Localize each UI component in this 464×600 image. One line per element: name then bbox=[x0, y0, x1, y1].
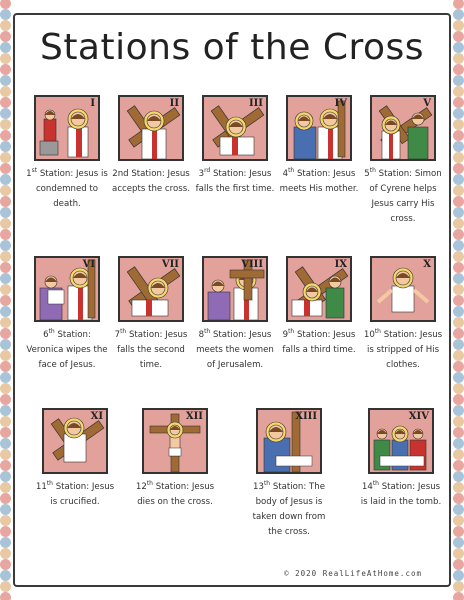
ordinal-suffix: th bbox=[120, 328, 127, 336]
station-label: Station: bbox=[296, 330, 331, 340]
ordinal-suffix: th bbox=[46, 480, 53, 488]
station-description: Jesus meets His mother. bbox=[279, 169, 359, 194]
scallop-dot bbox=[453, 493, 464, 504]
scallop-dot bbox=[0, 273, 11, 284]
station-description: The body of Jesus is taken down from the cross. bbox=[252, 482, 326, 537]
scallop-dot bbox=[0, 240, 11, 251]
station-description: Jesus falls the first time. bbox=[195, 169, 275, 194]
scallop-dot bbox=[0, 130, 11, 141]
station-illustration bbox=[368, 408, 434, 474]
scallop-dot bbox=[453, 350, 464, 361]
roman-numeral: V bbox=[423, 98, 431, 109]
station-label: Station: bbox=[378, 169, 413, 179]
scallop-dot bbox=[0, 75, 11, 86]
roman-numeral: III bbox=[248, 98, 263, 109]
scallop-dot bbox=[0, 515, 11, 526]
station-illustration bbox=[202, 256, 268, 322]
station-illustration bbox=[256, 408, 322, 474]
roman-numeral: XII bbox=[185, 411, 203, 422]
station-card bbox=[26, 95, 108, 212]
station-description: Veronica wipes the face of Jesus. bbox=[26, 345, 108, 370]
scallop-dot bbox=[0, 328, 11, 339]
scallop-dot bbox=[0, 152, 11, 163]
scallop-dot bbox=[453, 559, 464, 570]
station-caption bbox=[134, 480, 216, 510]
ordinal-suffix: th bbox=[146, 480, 153, 488]
scallop-dot bbox=[0, 185, 11, 196]
scallop-dot bbox=[453, 449, 464, 460]
station-illustration bbox=[286, 95, 352, 161]
scallop-dot bbox=[453, 229, 464, 240]
scallop-dot bbox=[0, 317, 11, 328]
station-illustration bbox=[370, 95, 436, 161]
scallop-dot bbox=[453, 163, 464, 174]
ordinal-suffix: th bbox=[288, 328, 295, 336]
scallop-dot bbox=[453, 471, 464, 482]
ordinal-suffix: th bbox=[263, 480, 271, 488]
scallop-dot bbox=[0, 537, 11, 548]
scallop-dot bbox=[0, 86, 11, 97]
station-label: Station: bbox=[155, 482, 190, 492]
roman-numeral: VI bbox=[82, 259, 95, 270]
station-card bbox=[134, 408, 216, 510]
station-description: Jesus dies on the cross. bbox=[137, 482, 215, 507]
station-description: Jesus is laid in the tomb. bbox=[360, 482, 442, 507]
station-card bbox=[26, 256, 108, 373]
scallop-dot bbox=[453, 130, 464, 141]
station-description: Jesus is crucified. bbox=[50, 482, 115, 507]
scallop-dot bbox=[0, 383, 11, 394]
scallop-dot bbox=[453, 317, 464, 328]
scallop-dot bbox=[453, 119, 464, 130]
station-caption bbox=[110, 328, 192, 373]
scallop-dot bbox=[453, 273, 464, 284]
station-caption bbox=[194, 328, 276, 373]
station-label: Station: bbox=[212, 169, 247, 179]
scallop-dot bbox=[0, 163, 11, 174]
scallop-dot bbox=[0, 449, 11, 460]
ordinal-number: 3 bbox=[198, 169, 205, 179]
scallop-dot bbox=[453, 328, 464, 339]
scallop-dot bbox=[0, 218, 11, 229]
scallop-dot bbox=[453, 581, 464, 592]
station-label: Station: bbox=[212, 330, 247, 340]
ordinal-suffix: th bbox=[369, 167, 376, 175]
station-scene-image bbox=[36, 97, 98, 159]
scallop-dot bbox=[0, 405, 11, 416]
scallop-dot bbox=[0, 471, 11, 482]
station-description: Jesus accepts the cross. bbox=[112, 169, 190, 194]
station-card bbox=[278, 95, 360, 197]
scallop-dot bbox=[453, 526, 464, 537]
scallop-dot bbox=[0, 306, 11, 317]
station-label: Station: bbox=[272, 482, 307, 492]
scallop-dot bbox=[453, 295, 464, 306]
scallop-dot bbox=[0, 0, 11, 9]
station-description: Jesus is condemned to death. bbox=[35, 169, 108, 209]
scallop-dot bbox=[453, 504, 464, 515]
scallop-dot bbox=[0, 295, 11, 306]
roman-numeral: XIV bbox=[408, 411, 429, 422]
scallop-dot bbox=[0, 526, 11, 537]
scallop-dot bbox=[453, 75, 464, 86]
scallop-dot bbox=[0, 97, 11, 108]
scallop-dot bbox=[453, 383, 464, 394]
scallop-dot bbox=[453, 207, 464, 218]
roman-numeral: X bbox=[423, 259, 431, 270]
scallop-dot bbox=[453, 405, 464, 416]
station-description: Simon of Cyrene helps Jesus carry His cross. bbox=[369, 169, 442, 224]
scallop-dot bbox=[0, 581, 11, 592]
scallop-dot bbox=[453, 0, 464, 9]
scallop-dot bbox=[0, 504, 11, 515]
station-caption bbox=[26, 328, 108, 373]
station-illustration bbox=[118, 256, 184, 322]
station-card bbox=[360, 408, 442, 510]
scallop-dot bbox=[453, 592, 464, 600]
ordinal-number: 2nd bbox=[112, 169, 129, 179]
station-illustration bbox=[370, 256, 436, 322]
scallop-dot bbox=[453, 141, 464, 152]
ordinal-suffix: th bbox=[372, 480, 379, 488]
ordinal-suffix: rd bbox=[204, 167, 211, 175]
scallop-dot bbox=[0, 592, 11, 600]
scallop-dot bbox=[0, 438, 11, 449]
roman-numeral: XI bbox=[90, 411, 103, 422]
ordinal-number: 1 bbox=[26, 169, 32, 179]
scallop-dot bbox=[453, 306, 464, 317]
station-label: Station: bbox=[55, 482, 90, 492]
station-illustration bbox=[34, 95, 100, 161]
station-card bbox=[34, 408, 116, 510]
station-illustration bbox=[142, 408, 208, 474]
scallop-dot bbox=[453, 482, 464, 493]
scallop-dot bbox=[0, 427, 11, 438]
scallop-dot bbox=[453, 108, 464, 119]
page-title: Stations of the Cross bbox=[39, 27, 425, 68]
roman-numeral: I bbox=[90, 98, 95, 109]
ordinal-suffix: th bbox=[204, 328, 211, 336]
ordinal-number: 14 bbox=[361, 482, 373, 492]
scallop-dot bbox=[0, 350, 11, 361]
ordinal-number: 10 bbox=[363, 330, 375, 340]
scallop-dot bbox=[0, 174, 11, 185]
ordinal-number: 11 bbox=[35, 482, 47, 492]
scallop-dot bbox=[0, 284, 11, 295]
scallop-dot bbox=[453, 86, 464, 97]
scallop-border-left bbox=[0, 0, 11, 600]
station-caption bbox=[34, 480, 116, 510]
station-label: Station: bbox=[57, 330, 91, 340]
station-card bbox=[194, 256, 276, 373]
scallop-dot bbox=[453, 185, 464, 196]
station-label: Station: bbox=[296, 169, 331, 179]
scallop-dot bbox=[0, 493, 11, 504]
scallop-dot bbox=[0, 482, 11, 493]
scallop-dot bbox=[453, 196, 464, 207]
ordinal-suffix: st bbox=[31, 167, 38, 175]
scallop-dot bbox=[453, 218, 464, 229]
station-caption bbox=[362, 167, 444, 227]
station-card bbox=[362, 256, 444, 373]
station-caption bbox=[278, 328, 360, 358]
roman-numeral: VIII bbox=[241, 259, 263, 270]
scallop-dot bbox=[0, 548, 11, 559]
scallop-dot bbox=[0, 262, 11, 273]
scallop-dot bbox=[453, 361, 464, 372]
scallop-dot bbox=[0, 9, 11, 20]
scallop-dot bbox=[0, 460, 11, 471]
scallop-dot bbox=[0, 361, 11, 372]
ordinal-number: 8 bbox=[198, 330, 205, 340]
scallop-dot bbox=[0, 229, 11, 240]
scallop-border-right bbox=[453, 0, 464, 600]
scallop-dot bbox=[453, 548, 464, 559]
station-label: Station: bbox=[128, 330, 163, 340]
station-illustration bbox=[42, 408, 108, 474]
scallop-dot bbox=[0, 196, 11, 207]
scallop-dot bbox=[0, 570, 11, 581]
station-card bbox=[110, 256, 192, 373]
station-description: Jesus meets the women of Jerusalem. bbox=[196, 330, 274, 370]
station-illustration bbox=[34, 256, 100, 322]
station-description: Jesus is stripped of His clothes. bbox=[366, 330, 443, 370]
scallop-dot bbox=[0, 394, 11, 405]
scallop-dot bbox=[453, 372, 464, 383]
station-description: Jesus falls the second time. bbox=[117, 330, 188, 370]
station-caption bbox=[248, 480, 330, 540]
ordinal-number: 12 bbox=[135, 482, 147, 492]
station-caption bbox=[278, 167, 360, 197]
scallop-dot bbox=[0, 207, 11, 218]
scallop-dot bbox=[0, 416, 11, 427]
scallop-dot bbox=[0, 372, 11, 383]
scallop-dot bbox=[453, 460, 464, 471]
scallop-dot bbox=[0, 141, 11, 152]
station-card bbox=[278, 256, 360, 358]
roman-numeral: VII bbox=[161, 259, 179, 270]
roman-numeral: XIII bbox=[295, 411, 317, 422]
station-caption bbox=[110, 167, 192, 197]
station-caption bbox=[360, 480, 442, 510]
station-illustration bbox=[286, 256, 352, 322]
ordinal-number: 5 bbox=[364, 169, 370, 179]
scallop-dot bbox=[0, 339, 11, 350]
scallop-dot bbox=[453, 9, 464, 20]
roman-numeral: II bbox=[169, 98, 179, 109]
scallop-dot bbox=[453, 427, 464, 438]
station-caption bbox=[26, 167, 108, 212]
station-caption bbox=[362, 328, 444, 373]
ordinal-number: 7 bbox=[114, 330, 121, 340]
scallop-dot bbox=[0, 251, 11, 262]
ordinal-suffix: th bbox=[288, 167, 295, 175]
station-label: Station: bbox=[381, 482, 416, 492]
station-description: Jesus falls a third time. bbox=[282, 330, 356, 355]
ordinal-number: 9 bbox=[282, 330, 289, 340]
scallop-dot bbox=[453, 251, 464, 262]
station-card bbox=[110, 95, 192, 197]
station-illustration bbox=[202, 95, 268, 161]
scallop-dot bbox=[453, 240, 464, 251]
station-card bbox=[248, 408, 330, 540]
station-card bbox=[194, 95, 276, 197]
scallop-dot bbox=[0, 119, 11, 130]
scallop-dot bbox=[453, 262, 464, 273]
ordinal-suffix: th bbox=[374, 328, 381, 336]
station-label: Station: bbox=[39, 169, 74, 179]
scallop-dot bbox=[453, 339, 464, 350]
copyright-notice: © 2020 RealLifeAtHome.com bbox=[284, 569, 422, 578]
roman-numeral: IX bbox=[334, 259, 347, 270]
station-label: Station: bbox=[131, 169, 165, 179]
ordinal-number: 13 bbox=[253, 482, 264, 492]
scallop-dot bbox=[453, 537, 464, 548]
scallop-dot bbox=[453, 438, 464, 449]
scallop-dot bbox=[453, 284, 464, 295]
ordinal-number: 6 bbox=[43, 330, 49, 340]
scallop-dot bbox=[453, 416, 464, 427]
roman-numeral: IV bbox=[334, 98, 347, 109]
scallop-dot bbox=[453, 174, 464, 185]
scallop-dot bbox=[453, 515, 464, 526]
station-card bbox=[362, 95, 444, 227]
scallop-dot bbox=[453, 570, 464, 581]
scallop-dot bbox=[0, 108, 11, 119]
scallop-dot bbox=[453, 152, 464, 163]
scallop-dot bbox=[453, 97, 464, 108]
ordinal-number: 4 bbox=[282, 169, 289, 179]
scallop-dot bbox=[453, 394, 464, 405]
ordinal-suffix: th bbox=[48, 328, 55, 336]
station-caption bbox=[194, 167, 276, 197]
station-illustration bbox=[118, 95, 184, 161]
station-label: Station: bbox=[383, 330, 418, 340]
scallop-dot bbox=[0, 559, 11, 570]
